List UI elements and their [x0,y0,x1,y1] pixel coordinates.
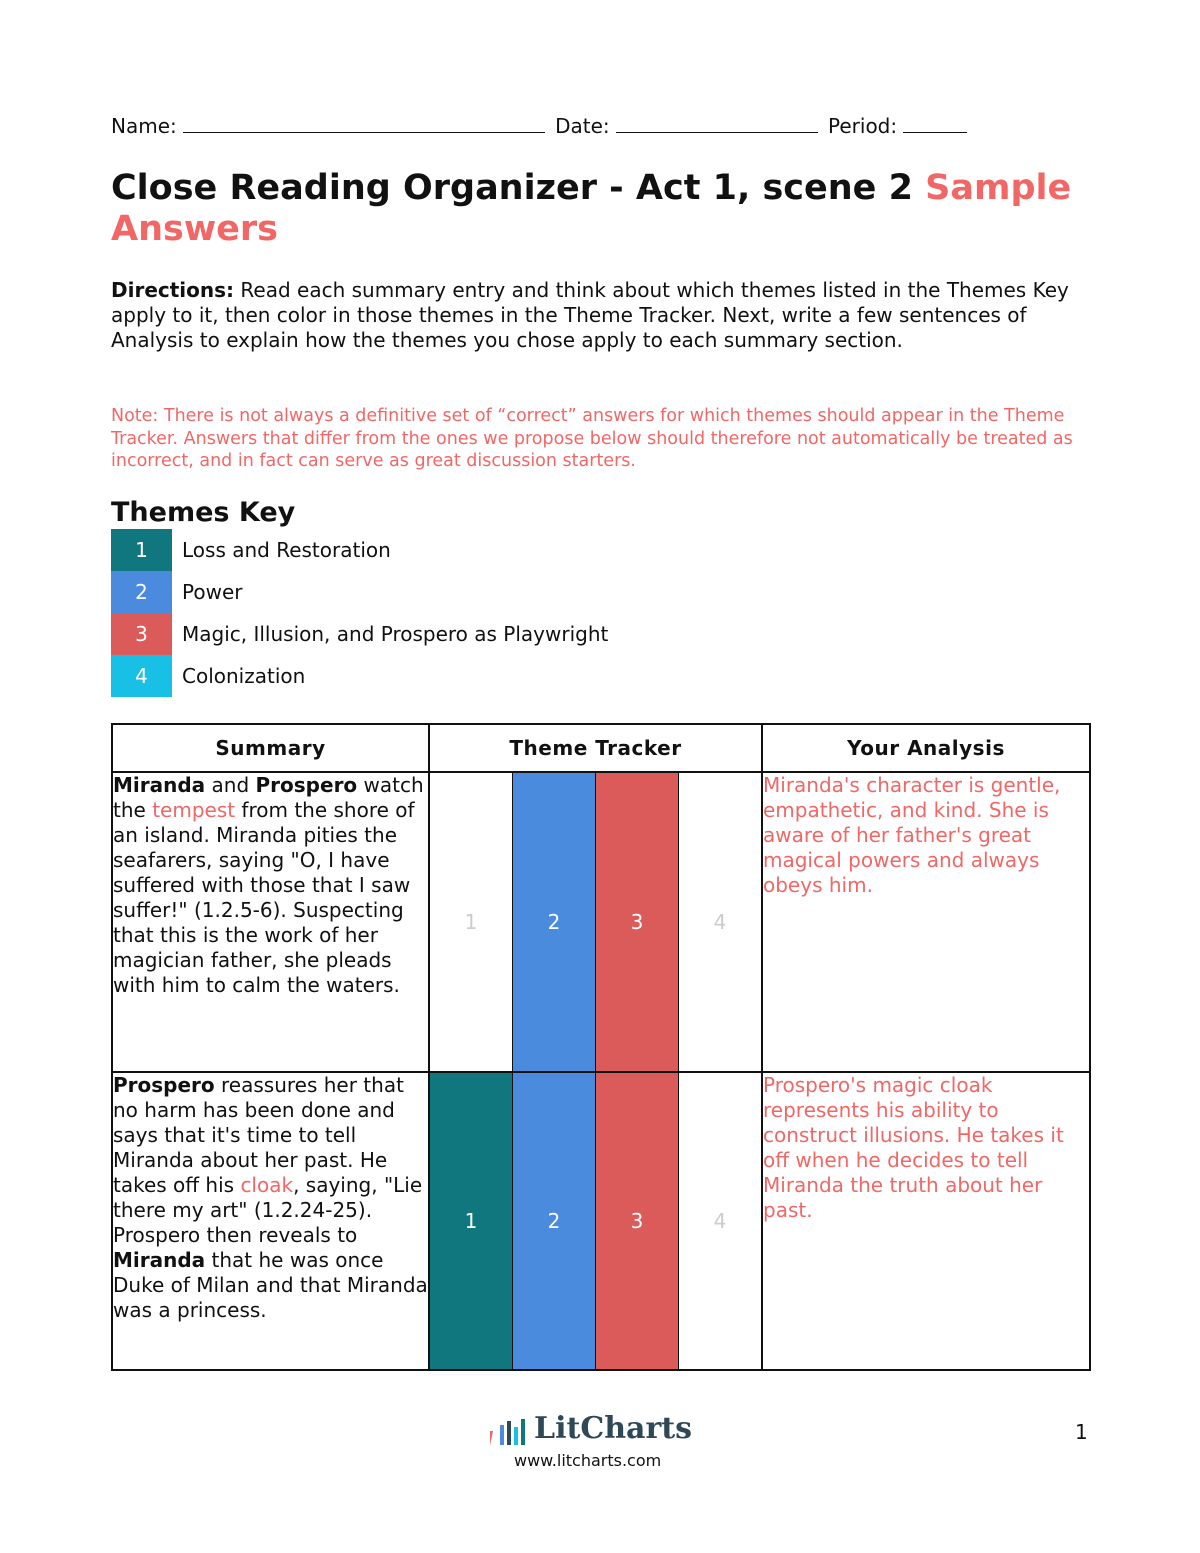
tracker-box-1[interactable]: 1 [430,1073,512,1369]
tracker-box-4[interactable]: 4 [678,1073,761,1369]
character-name: Prospero [113,1073,215,1097]
theme-label-1: Loss and Restoration [182,538,391,562]
header-theme-tracker: Theme Tracker [429,724,762,772]
student-info-line [111,112,971,138]
summary-text: from the shore of an island. Miranda pities the seafarers, saying "O, I have suffered with those that I saw suffer!" (1.2.5-6). Suspecting that this is the work of her magician father, she pleads with him to calm the waters. [113,798,415,997]
summary-cell [112,772,429,1072]
name-label: Name: [111,114,177,138]
organizer-table [111,723,1091,1371]
themes-key-heading: Themes Key [111,497,296,528]
symbol-link[interactable]: tempest [152,798,236,822]
theme-swatch-3: 3 [111,613,172,655]
theme-key-row [111,655,608,697]
theme-tracker-cell [429,772,762,1072]
theme-swatch-4: 4 [111,655,172,697]
directions [111,278,1091,353]
bar-chart-icon [490,1417,530,1447]
title-main: Close Reading Organizer - Act 1, scene 2 [111,168,913,208]
tracker-columns [430,773,761,1071]
summary-text: reassures her that no harm has been done and says that it's time to tell Miranda about her past. He takes off his [113,1073,404,1197]
theme-key-row [111,529,608,571]
summary-text: , saying, "Lie there my art" (1.2.24-25). Prospero then reveals to [113,1173,423,1247]
table-row [112,772,1090,1072]
period-blank[interactable] [903,112,967,133]
date-blank[interactable] [616,112,818,133]
summary-text: that he was once Duke of Milan and that Miranda was a princess. [113,1248,428,1322]
litcharts-logo[interactable] [490,1413,730,1473]
summary-text: and [205,773,256,797]
character-name: Prospero [255,773,358,797]
period-label: Period: [828,114,898,138]
page-number: 1 [1075,1420,1088,1444]
symbol-link[interactable]: cloak [240,1173,294,1197]
directions-label: Directions: [111,278,235,302]
tracker-box-4[interactable]: 4 [678,773,761,1071]
theme-key-row [111,571,608,613]
date-label: Date: [555,114,610,138]
tracker-box-1[interactable]: 1 [464,910,478,934]
theme-label-4: Colonization [182,664,306,688]
theme-label-3: Magic, Illusion, and Prospero as Playwright [182,622,609,646]
header-summary: Summary [112,724,429,772]
directions-text: Read each summary entry and think about which themes listed in the Themes Key apply to it, then color in those themes in the Theme Tracker. Next, write a few sentences of Analysis to explain how the themes you chose apply to each summary section. [111,278,1069,352]
analysis-cell[interactable]: Prospero's magic cloak represents his ability to construct illusions. He takes it off when he decides to tell Miranda the truth about her past. [762,1072,1090,1370]
character-name: Miranda [113,773,206,797]
themes-key [111,529,608,697]
analysis-cell[interactable]: Miranda's character is gentle, empathetic, and kind. She is aware of her father's great magical powers and always obeys him. [762,772,1090,1072]
page-title [111,168,1101,250]
tracker-box-3[interactable]: 3 [595,773,678,1071]
table-header-row [112,724,1090,772]
character-name: Miranda [113,1248,206,1272]
theme-swatch-2: 2 [111,571,172,613]
tracker-box-2[interactable]: 2 [512,1073,595,1369]
summary-text: watch the [113,773,424,822]
tracker-columns [430,1073,761,1369]
header-analysis: Your Analysis [762,724,1090,772]
title-accent: Sample Answers [111,168,1072,249]
summary-cell [112,1072,429,1370]
logo-text: LitCharts [534,1411,693,1446]
theme-label-2: Power [182,580,243,604]
theme-key-row [111,613,608,655]
tracker-box-2[interactable]: 2 [512,773,595,1071]
table-row [112,1072,1090,1370]
theme-tracker-cell [429,1072,762,1370]
logo-url[interactable]: www.litcharts.com [514,1451,662,1470]
note: Note: There is not always a definitive set of “correct” answers for which themes should appear in the Theme Tracker. Answers that differ from the ones we propose below should therefore not automatically be treated as incorrect, and in fact can serve as great discussion starters. [111,406,1073,471]
tracker-box-3[interactable]: 3 [595,1073,678,1369]
theme-swatch-1: 1 [111,529,172,571]
name-blank[interactable] [183,112,545,133]
